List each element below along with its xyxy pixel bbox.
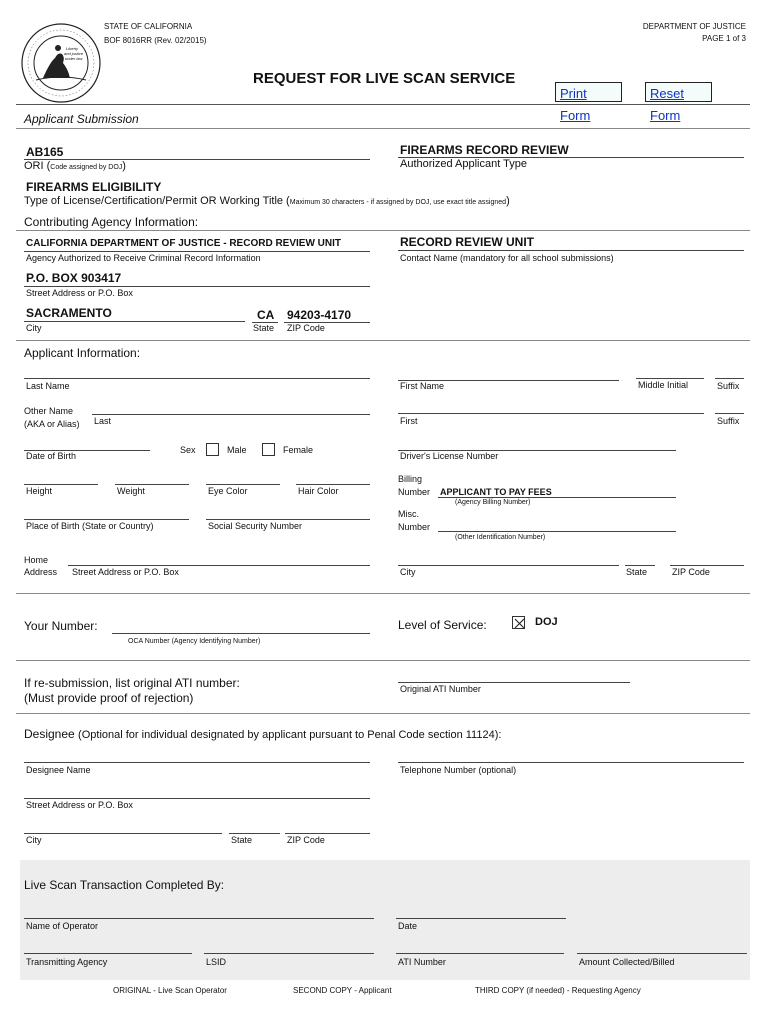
page-title: REQUEST FOR LIVE SCAN SERVICE [253, 70, 516, 87]
last-name-field[interactable] [24, 378, 370, 379]
sex-label: Sex [180, 445, 196, 455]
eye-color-label: Eye Color [208, 486, 248, 496]
height-label: Height [26, 486, 53, 496]
designee-phone-field[interactable] [398, 762, 744, 763]
billing-label-1: Billing [398, 474, 423, 484]
section-divider [16, 128, 750, 129]
designee-street-label: Street Address or P.O. Box [26, 800, 133, 810]
seal-motto-3: under law [65, 56, 83, 61]
header-divider [16, 104, 750, 105]
hair-color-field[interactable] [296, 484, 370, 485]
weight-label: Weight [117, 486, 145, 496]
ati-number-label: ATI Number [398, 957, 446, 967]
male-checkbox[interactable] [206, 443, 219, 456]
your-number-label: Your Number: [24, 619, 98, 633]
section-divider [16, 340, 750, 341]
height-field[interactable] [24, 484, 98, 485]
state-value[interactable]: CA [257, 308, 275, 322]
doj-label: DOJ [535, 616, 558, 628]
ssn-label: Social Security Number [208, 521, 303, 531]
other-name-label: Other Name [24, 406, 74, 416]
ori-label [24, 160, 126, 172]
contact-underline [398, 250, 744, 251]
designee-heading-text: Designee [24, 727, 75, 741]
male-label: Male [227, 445, 247, 455]
misc-label-1: Misc. [398, 509, 419, 519]
designee-name-field[interactable] [24, 762, 370, 763]
designee-city-label: City [26, 835, 42, 845]
aka-last-field[interactable] [92, 414, 370, 415]
contact-label: Contact Name (mandatory for all school submissions) [400, 253, 614, 263]
designee-state-field[interactable] [229, 833, 280, 834]
license-title-label-text: Type of License/Certification/Permit OR Working Title ( [24, 195, 290, 207]
street-value[interactable]: P.O. BOX 903417 [26, 271, 122, 285]
aka-suffix-label: Suffix [717, 416, 740, 426]
home-state-label: State [626, 567, 648, 577]
date-field[interactable] [396, 918, 566, 919]
resubmission-line-1: If re-submission, list original ATI number: [24, 676, 240, 690]
aka-first-label: First [400, 416, 418, 426]
resubmission-line-2: (Must provide proof of rejection) [24, 691, 194, 705]
female-label: Female [283, 445, 314, 455]
billing-label-2: Number [398, 487, 431, 497]
pob-label: Place of Birth (State or Country) [26, 521, 154, 531]
operator-field[interactable] [24, 918, 374, 919]
date-label: Date [398, 921, 418, 931]
license-title-note: Maximum 30 characters - if assigned by DOJ, use exact title assigned [289, 199, 507, 206]
designee-heading [24, 727, 501, 741]
state-label: State [253, 323, 275, 333]
zip-label: ZIP Code [287, 323, 325, 333]
billing-note: (Agency Billing Number) [455, 499, 531, 506]
dob-label: Date of Birth [26, 451, 77, 461]
section-divider [16, 713, 750, 714]
aka-suffix-field[interactable] [715, 413, 744, 414]
street-label: Street Address or P.O. Box [26, 288, 133, 298]
city-value[interactable]: SACRAMENTO [26, 306, 112, 320]
amount-label: Amount Collected/Billed [579, 957, 675, 967]
seal-motto-1: Liberty [66, 46, 79, 51]
misc-label-2: Number [398, 522, 431, 532]
department-heading: DEPARTMENT OF JUSTICE [642, 22, 746, 31]
home-city-field[interactable] [398, 565, 619, 566]
home-street-field[interactable] [68, 565, 370, 566]
footer-third-copy: THIRD COPY (if needed) - Requesting Agency [475, 986, 641, 995]
female-checkbox[interactable] [262, 443, 275, 456]
last-name-label: Last Name [26, 381, 70, 391]
home-street-label: Street Address or P.O. Box [72, 567, 179, 577]
designee-street-field[interactable] [24, 798, 370, 799]
home-zip-field[interactable] [670, 565, 744, 566]
state-seal [20, 22, 102, 104]
designee-phone-label: Telephone Number (optional) [400, 765, 517, 775]
aka-label: (AKA or Alias) [24, 419, 80, 429]
home-zip-label: ZIP Code [672, 567, 710, 577]
license-title-value[interactable]: FIREARMS ELIGIBILITY [26, 180, 162, 194]
transmitting-agency-field[interactable] [24, 953, 192, 954]
designee-zip-label: ZIP Code [287, 835, 325, 845]
designee-state-label: State [231, 835, 253, 845]
city-underline [24, 321, 245, 322]
billing-value[interactable]: APPLICANT TO PAY FEES [440, 487, 552, 497]
license-title-label [24, 195, 510, 207]
section-divider [16, 230, 750, 231]
misc-note: (Other Identification Number) [455, 534, 546, 541]
home-state-field[interactable] [625, 565, 655, 566]
footer-second-copy: SECOND COPY - Applicant [293, 986, 392, 995]
footer-original: ORIGINAL - Live Scan Operator [113, 986, 227, 995]
doj-checkbox[interactable] [512, 616, 525, 629]
print-form-button[interactable]: Print Form [555, 82, 622, 102]
designee-name-label: Designee Name [26, 765, 91, 775]
street-underline [24, 286, 370, 287]
designee-zip-field[interactable] [285, 833, 370, 834]
page-indicator: PAGE 1 of 3 [702, 34, 746, 43]
pob-field[interactable] [24, 519, 189, 520]
agency-value[interactable]: CALIFORNIA DEPARTMENT OF JUSTICE - RECORD REVIEW UNIT [26, 238, 341, 249]
checkbox-x-icon [513, 617, 526, 630]
operator-label: Name of Operator [26, 921, 99, 931]
ori-note: Code assigned by DOJ [50, 164, 123, 171]
designee-city-field[interactable] [24, 833, 222, 834]
ori-value[interactable]: AB165 [26, 145, 64, 159]
home-city-label: City [400, 567, 416, 577]
level-of-service-label: Level of Service: [398, 618, 487, 632]
live-scan-heading: Live Scan Transaction Completed By: [24, 878, 225, 892]
reset-form-button[interactable]: Reset Form [645, 82, 712, 102]
form-number: BOF 8016RR (Rev. 02/2015) [104, 36, 207, 45]
original-ati-label: Original ATI Number [400, 684, 481, 694]
amount-field[interactable] [577, 953, 747, 954]
eye-color-field[interactable] [206, 484, 280, 485]
ssn-field[interactable] [206, 519, 370, 520]
section-divider [16, 660, 750, 661]
applicant-type-value[interactable]: FIREARMS RECORD REVIEW [400, 143, 569, 157]
designee-heading-note: (Optional for individual designated by applicant pursuant to Penal Code section 11124): [78, 729, 502, 741]
zip-value[interactable]: 94203-4170 [287, 308, 352, 322]
state-seal-icon [20, 22, 102, 104]
oca-number-field[interactable] [112, 633, 370, 634]
drivers-license-label: Driver's License Number [400, 451, 499, 461]
original-ati-field[interactable] [398, 682, 630, 683]
applicant-type-label: Authorized Applicant Type [400, 158, 527, 170]
home-label-2: Address [24, 567, 58, 577]
aka-first-field[interactable] [398, 413, 704, 414]
misc-field[interactable] [438, 531, 676, 532]
ori-label-text: ORI ( [24, 160, 51, 172]
ati-number-field[interactable] [396, 953, 564, 954]
seal-motto-2: and justice [64, 51, 84, 56]
middle-initial-field[interactable] [636, 378, 704, 379]
lsid-label: LSID [206, 957, 227, 967]
contact-value[interactable]: RECORD REVIEW UNIT [400, 235, 535, 249]
section-divider [16, 593, 750, 594]
applicant-submission-heading: Applicant Submission [24, 112, 139, 126]
first-name-label: First Name [400, 381, 445, 391]
middle-initial-label: Middle Initial [638, 380, 689, 390]
agency-underline [24, 251, 370, 252]
oca-number-note: OCA Number (Agency Identifying Number) [128, 638, 261, 645]
transmitting-agency-label: Transmitting Agency [26, 957, 108, 967]
weight-field[interactable] [115, 484, 189, 485]
suffix-field[interactable] [715, 378, 744, 379]
state-heading: STATE OF CALIFORNIA [104, 22, 193, 31]
home-label-1: Home [24, 555, 49, 565]
aka-last-label: Last [94, 416, 112, 426]
city-label: City [26, 323, 42, 333]
hair-color-label: Hair Color [298, 486, 339, 496]
lsid-field[interactable] [204, 953, 374, 954]
agency-label: Agency Authorized to Receive Criminal Record Information [26, 253, 261, 263]
suffix-label: Suffix [717, 381, 740, 391]
billing-field [438, 497, 676, 498]
license-title-close: ) [506, 195, 510, 207]
contributing-agency-heading: Contributing Agency Information: [24, 215, 199, 229]
applicant-info-heading: Applicant Information: [24, 346, 141, 360]
ori-label-close: ) [122, 160, 126, 172]
